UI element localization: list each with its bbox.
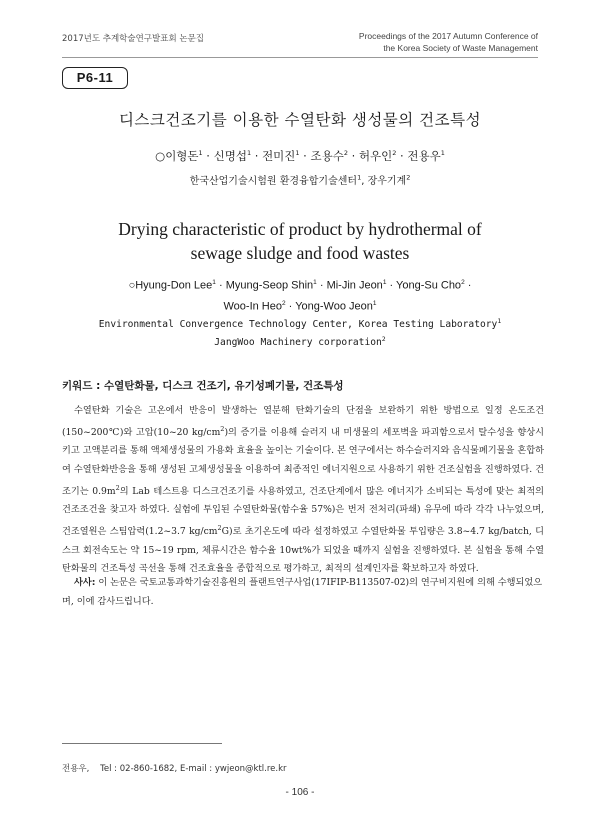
author-6: 전용우$^1$ [407, 149, 445, 163]
footnote-rule [62, 743, 222, 744]
acknowledgement-text: 이 논문은 국토교통과학기술진흥원의 플랜트연구사업(17IFIP-B113507-02)의 연구비지원에 의해 수행되었으며, 이에 감사드립니다. [62, 577, 543, 607]
footnote: 전용우, Tel : 02-860-1682, E-mail : ywjeon@ktl.re.kr [62, 764, 287, 774]
author-2: 신명섭$^1$ [213, 149, 252, 163]
english-title-line1: Drying characteristic of product by hydrothermal of [118, 219, 482, 239]
english-authors [0, 274, 600, 315]
author-5: 허우인$^2$ [358, 149, 397, 163]
abstract-body: 수열탄화 기술은 고온에서 반응이 발생하는 열분해 탄화기술의 단점을 보완하기 위한 방법으로 일정 온도조건(150~200℃)와 고압(10~20 $kg/cm^2$)의 증기를 이용해 슬러지 내 미생물의 세포벽을 파괴함으로서 탈수성을 향상시키고 고액분리를 통해 액체생성물의 가용화 효율을 높이는 기술이다. 본 연구에서는 하수슬러지와 음식물폐기물을 혼합하여 수열탄화반응을 통해 생성된 고체생성물을 이용하여 최종적인 에너지원으로 사용하기 위한 건조실험을 진행하였다. 건조기는 $0.9m^2$의 Lab 테스트용 디스크건조기를 사용하였고, 건조단계에서 많은 에너지가 소비되는 특성에 맞는 최적의 건조조건을 찾고자 하였다. 실험에 투입된 수열탄화물(함수율 57%)은 번저 전처리(파쇄) 유무에 따라 각각 나누었으며, 건조열원은 스팀압력(1.2~3.7 $kg/cm^2G$)로 초기온도에 따라 설정하였고 수열탄화물 투입량은 3.8~4.7 kg/batch, 디스크 회전속도는 약 15~19 rpm, 체류시간은 함수율 10wt%가 되었을 때까지 실험을 진행하였다. 본 실험을 통해 수열탄화물의 건조특성 곡선을 통해 건조효율을 종합적으로 평가하고, 최적의 설계인자를 확보하고자 하였다. [62, 405, 545, 574]
header-rule [62, 57, 538, 58]
header-right-line2: the Korea Society of Waste Management [383, 43, 538, 53]
english-authors-line2: Woo-In Heo$^2$ · Yong-Woo Jeon$^1$ [223, 299, 377, 313]
english-authors-line1: ○Hyung-Don Lee$^1$ · Myung-Seop Shin$^1$ · Mi-Jin Jeon$^1$ · Yong-Su Cho$^2$ · [128, 279, 472, 292]
author-1: 이형돈$^1$ [165, 149, 203, 163]
english-title-line2: sewage sludge and food wastes [190, 243, 410, 263]
author-4: 조용수$^2$ [310, 149, 348, 163]
header-right [359, 30, 538, 54]
korean-authors: ○이형돈$^1$ · 신명섭$^1$ · 전미진$^1$ · 조용수$^2$ · 허우인$^2$ · 전용우$^1$ [155, 149, 445, 163]
page-number: - 106 - [285, 787, 315, 798]
english-affiliation-line1: Environmental Convergence Technology Center, Korea Testing Laboratory$^1$ [98, 317, 502, 331]
acknowledgement-label: 사사: [74, 577, 96, 588]
author-3: 전미진$^1$ [262, 149, 300, 163]
paper-code: P6-11 [62, 67, 128, 89]
korean-title: 디스크건조기를 이용한 수열탄화 생성물의 건조특성 [118, 111, 482, 129]
english-title [0, 217, 600, 265]
korean-affiliation: 한국산업기술시험원 환경융합기술센터$^1$, 장우기계$^2$ [189, 173, 411, 187]
keywords: 키워드 : 수열탄화물, 디스크 건조기, 유기성폐기물, 건조특성 [62, 380, 344, 392]
header-right-line1: Proceedings of the 2017 Autumn Conference of [358, 31, 538, 41]
header-left: 2017년도 추계학술연구발표회 논문집 [62, 34, 204, 44]
english-affiliation-line2: JangWoo Machinery corporation$^2$ [214, 335, 386, 349]
english-affiliation [0, 314, 600, 350]
acknowledgement [62, 574, 544, 611]
